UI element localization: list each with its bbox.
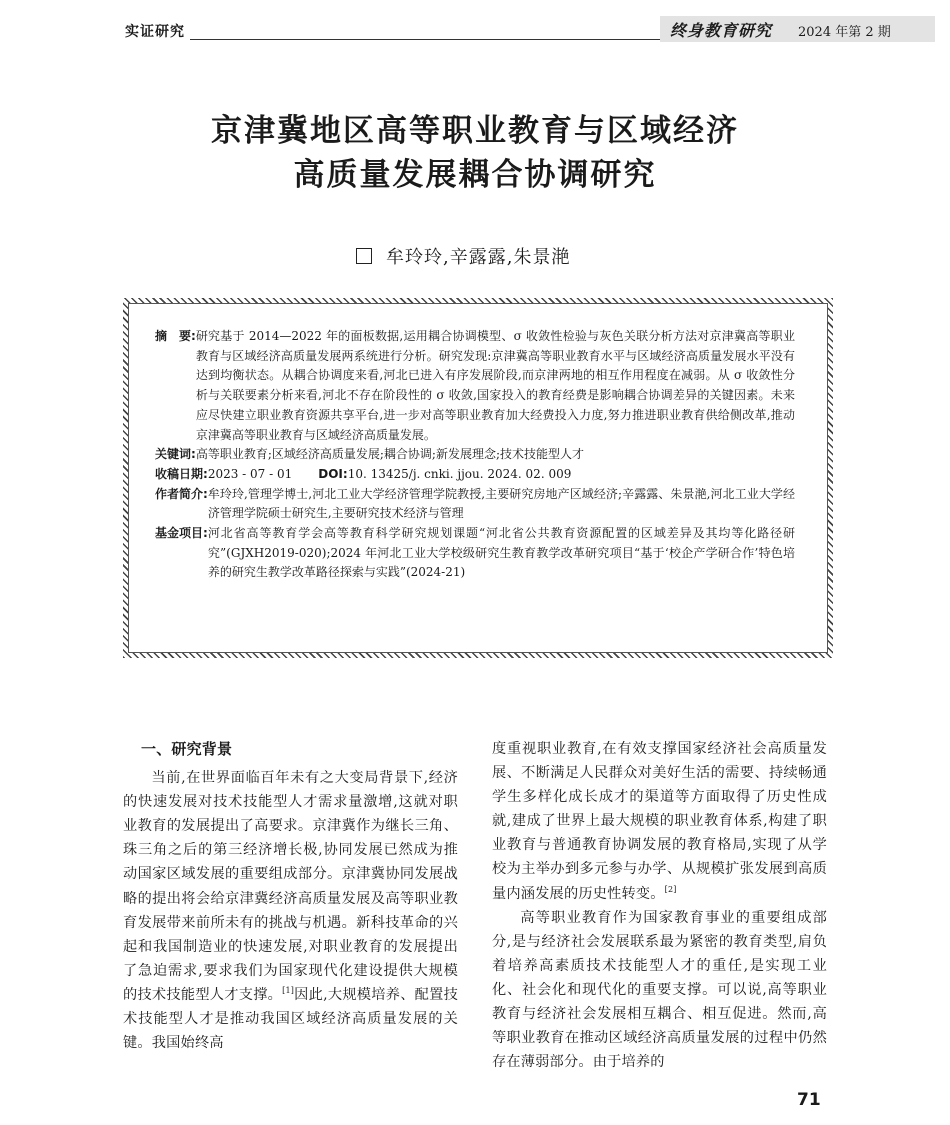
doi-value: 10. 13425/j. cnki. jjou. 2024. 02. 009 — [347, 466, 572, 481]
section-heading: 一、研究背景 — [141, 740, 233, 758]
paragraph-text: 高等职业教育作为国家教育事业的重要组成部分,是与经济社会发展联系最为紧密的教育类型,肩负着培养高素质技术技能型人才的重任,是实现工业化、社会化和现代化的重要支撑。可以说,高等职业教育与经济社会发展相互耦合、相互促进。然而,高等职业教育在推动区域经济高质量发展的过程中仍然存在薄弱部分。由于培养的 — [492, 909, 827, 1071]
paragraph-text: 当前,在世界面临百年未有之大变局背景下,经济的快速发展对技术技能型人才需求量激增,这就对职业教育的发展提出了高要求。京津冀作为继长三角、珠三角之后的第三经济增长极,协同发展已然成为推动国家区域发展的重要组成部分。京津冀协同发展战略的提出将会给京津冀经济高质量发展及高等职业教育发展带来前所未有的挑战与机遇。新科技革命的兴起和我国制造业的快速发展,对职业教育的发展提出了急迫需求,要求我们为国家现代化建设提供大规模的技术技能型人才支撑。 — [123, 770, 458, 1003]
abstract-label: 摘 要: — [155, 329, 196, 343]
author-bio-text: 牟玲玲,管理学博士,河北工业大学经济管理学院教授,主要研究房地产区域经济;辛露露、朱景滟,河北工业大学经济管理学院硕士研究生,主要研究技术经济与管理 — [207, 486, 795, 521]
doi-label: DOI: — [318, 466, 348, 481]
author-bio-row — [155, 485, 795, 524]
author-names: 牟玲玲,辛露露,朱景滟 — [386, 247, 571, 268]
paragraph — [492, 906, 827, 1075]
article-title-line-1: 京津冀地区高等职业教育与区域经济 — [211, 113, 739, 149]
running-section-label: 实证研究 — [125, 24, 185, 40]
article-title-line-2: 高质量发展耦合协调研究 — [293, 157, 657, 193]
fund-text: 河北省高等教育学会高等教育科学研究规划课题“河北省公共教育资源配置的区域差异及其均等化路径研究”(GJXH2019-020);2024 年河北工业大学校级研究生教育教学改革研究项目“基于‘校企产学研合作’特色培养的研究生教学改革路径探索与实践”(2024-21) — [207, 526, 795, 580]
body-column-right — [492, 737, 827, 1074]
paragraph — [123, 766, 458, 1055]
abstract-row — [155, 327, 795, 445]
fund-row — [155, 524, 795, 583]
journal-name: 终身教育研究 — [670, 21, 773, 40]
received-row — [155, 465, 795, 485]
author-bio-label: 作者简介: — [155, 486, 208, 501]
fund-label: 基金项目: — [155, 526, 208, 541]
abstract-text: 研究基于 2014—2022 年的面板数据,运用耦合协调模型、σ 收敛性检验与灰色关联分析方法对京津冀高等职业教育与区域经济高质量发展两系统进行分析。研究发现:京津冀高等职业教育水平与区域经济高质量发展水平没有达到均衡状态。从耦合协调度来看,河北已进入有序发展阶段,而京津两地的相互作用程度在减弱。从 σ 收敛性分析与关联要素分析来看,河北不存在阶段性的 σ 收敛,国家投入的教育经费是影响耦合协调差异的关键因素。未来应尽快建立职业教育资源共享平台,进一步对高等职业教育加大经费投入力度,努力推进职业教育供给侧改革,推动京津冀高等职业教育与区域经济高质量发展。 — [195, 329, 795, 442]
received-date: 2023 - 07 - 01 — [207, 466, 293, 481]
paragraph — [492, 737, 827, 906]
article-metadata — [155, 327, 795, 583]
body-column-left — [123, 737, 458, 1055]
authors-line — [356, 243, 570, 269]
header-rule — [190, 39, 660, 40]
citation-marker: [1] — [282, 985, 295, 995]
page-number: 71 — [797, 1090, 821, 1110]
keywords-text: 高等职业教育;区域经济高质量发展;耦合协调;新发展理念;技术技能型人才 — [195, 447, 584, 462]
issue-label: 2024 年第 2 期 — [798, 25, 891, 40]
citation-marker: [2] — [664, 884, 677, 894]
paragraph-text-continued: 因此,大规模培养、配置技术技能型人才是推动我国区域经济高质量发展的关键。我国始终高 — [123, 986, 458, 1052]
keywords-row — [155, 445, 795, 465]
received-label: 收稿日期: — [155, 466, 208, 481]
keywords-label: 关键词: — [155, 447, 196, 462]
paragraph-text: 度重视职业教育,在有效支撑国家经济社会高质量发展、不断满足人民群众对美好生活的需要、持续畅通学生多样化成长成才的渠道等方面取得了历史性成就,建成了世界上最大规模的职业教育体系,构建了职业教育与普通教育协调发展的教育格局,实现了从学校为主举办到多元参与办学、从规模扩张发展到高质量内涵发展的历史性转变。 — [492, 741, 827, 902]
square-bullet-icon — [356, 248, 372, 264]
